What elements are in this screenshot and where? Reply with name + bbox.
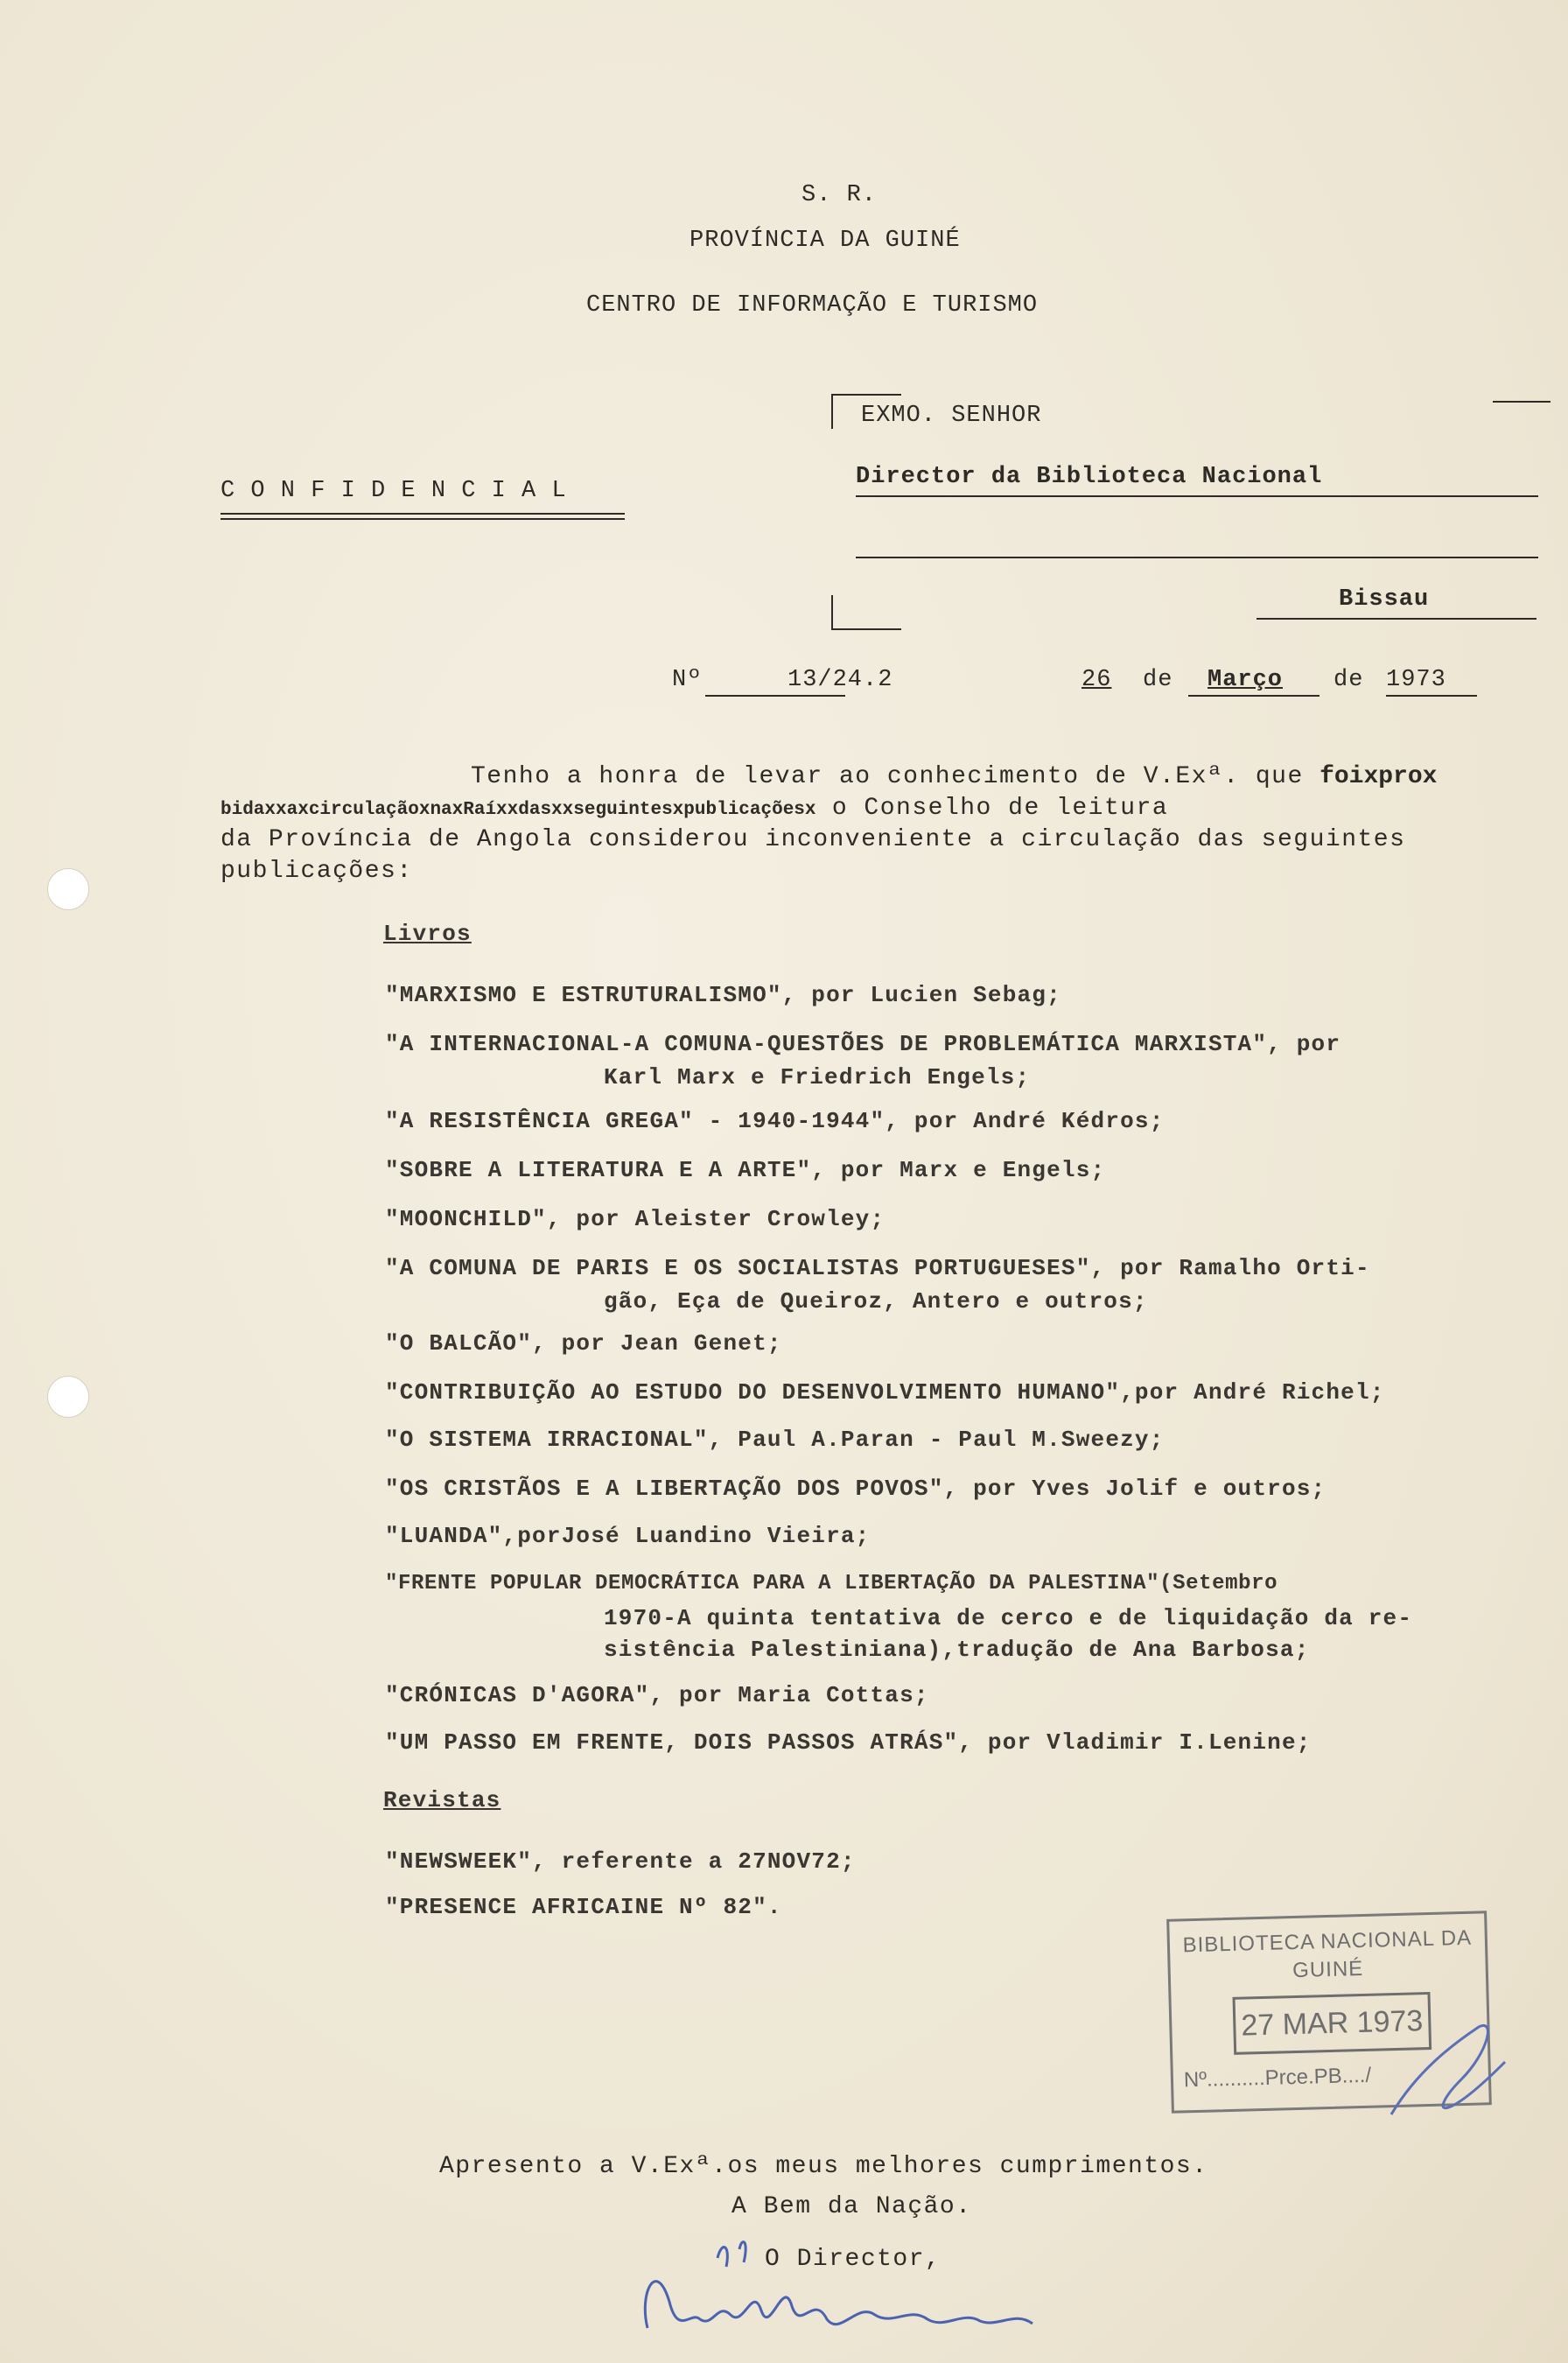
- address-rule-3: [1256, 618, 1536, 620]
- book-item: "OS CRISTÃOS E A LIBERTAÇÃO DOS POVOS", por Yves Jolif e outros;: [385, 1476, 1326, 1502]
- ref-de-2: de: [1334, 667, 1364, 693]
- ref-month: Março: [1208, 667, 1284, 693]
- ref-month-rule: [1188, 695, 1320, 697]
- stamp-date: 27 MAR 1973: [1233, 1992, 1432, 2055]
- book-item: "LUANDA",porJosé Luandino Vieira;: [385, 1523, 871, 1549]
- punch-hole-bottom: [47, 1376, 89, 1418]
- address-rule-2: [856, 557, 1538, 558]
- address-bracket-bottom-h: [831, 628, 901, 630]
- classification-sr: S. R.: [802, 182, 878, 208]
- intro-line-4: publicações:: [220, 858, 413, 885]
- intro-line-1-text: Tenho a honra de levar ao conhecimento de V.Exª. que: [471, 763, 1304, 790]
- intro-line-1-struck: foixprox: [1320, 763, 1438, 790]
- book-item: "MARXISMO E ESTRUTURALISMO", por Lucien Sebag;: [385, 982, 1061, 1008]
- confidential-underline-2: [220, 518, 625, 520]
- magazine-item: "NEWSWEEK", referente a 27NOV72;: [385, 1848, 856, 1875]
- stamp-ref: Nº..........Prce.PB..../: [1183, 2063, 1372, 2093]
- book-item: "CRÓNICAS D'AGORA", por Maria Cottas;: [385, 1682, 929, 1708]
- ref-year-rule: [1386, 695, 1477, 697]
- director-signature: [630, 2223, 1120, 2354]
- intro-line-1: [471, 763, 1437, 790]
- stamp-initials-signature: [1382, 2009, 1514, 2132]
- book-item: "FRENTE POPULAR DEMOCRÁTICA PARA A LIBERTAÇÃO DA PALESTINA"(Setembro: [385, 1572, 1278, 1595]
- magazines-heading: Revistas: [383, 1787, 501, 1813]
- book-item: "A INTERNACIONAL-A COMUNA-QUESTÕES DE PROBLEMÁTICA MARXISTA", por: [385, 1031, 1341, 1057]
- ref-number-rule: [705, 695, 845, 697]
- ref-de-1: de: [1143, 667, 1173, 693]
- intro-line-3: da Província de Angola considerou inconveniente a circulação das seguintes: [220, 826, 1406, 853]
- book-item: "O SISTEMA IRRACIONAL", Paul A.Paran - Paul M.Sweezy;: [385, 1427, 1165, 1453]
- book-item: "CONTRIBUIÇÃO AO ESTUDO DO DESENVOLVIMENTO HUMANO",por André Richel;: [385, 1379, 1385, 1406]
- province-title: PROVÍNCIA DA GUINÉ: [690, 228, 961, 254]
- confidential-underline: [220, 513, 625, 515]
- book-item-continuation: Karl Marx e Friedrich Engels;: [604, 1064, 1031, 1090]
- addressee-title: Director da Biblioteca Nacional: [856, 464, 1323, 490]
- book-item: "A COMUNA DE PARIS E OS SOCIALISTAS PORTUGUESES", por Ramalho Orti-: [385, 1255, 1370, 1281]
- centre-title: CENTRO DE INFORMAÇÃO E TURISMO: [586, 292, 1039, 319]
- book-item-continuation: sistência Palestiniana),tradução de Ana Barbosa;: [604, 1637, 1310, 1663]
- book-item: "A RESISTÊNCIA GREGA" - 1940-1944", por André Kédros;: [385, 1108, 1165, 1134]
- addressee-city: Bissau: [1339, 586, 1430, 613]
- intro-line-2-text: o Conselho de leitura: [831, 795, 1169, 822]
- ref-day: 26: [1082, 667, 1112, 693]
- address-bracket-bottom-v: [831, 595, 833, 630]
- address-rule-top-right: [1493, 401, 1550, 403]
- closing-line-3: O Director,: [765, 2246, 942, 2273]
- stamp-line-1: BIBLIOTECA NACIONAL DA: [1182, 1925, 1473, 1958]
- intro-line-2: [220, 795, 1168, 822]
- stamp-line-2: GUINÉ: [1292, 1956, 1364, 1983]
- ref-number-label: Nº: [672, 667, 703, 693]
- book-item-continuation: gão, Eça de Queiroz, Antero e outros;: [604, 1288, 1148, 1315]
- book-item-continuation: 1970-A quinta tentativa de cerco e de liquidação da re-: [604, 1605, 1413, 1631]
- address-bracket-top-v: [831, 394, 833, 429]
- intro-line-2-struck: bidaxxaxcirculaçãoxnaxRaíxxdasxxseguintesxpublicaçõesx: [220, 800, 816, 820]
- book-item: "MOONCHILD", por Aleister Crowley;: [385, 1206, 886, 1232]
- addressee-salutation: EXMO. SENHOR: [861, 403, 1042, 429]
- closing-line-1: Apresento a V.Exª.os meus melhores cumprimentos.: [439, 2153, 1208, 2180]
- book-item: "UM PASSO EM FRENTE, DOIS PASSOS ATRÁS", por Vladimir I.Lenine;: [385, 1729, 1312, 1756]
- books-heading: Livros: [383, 921, 472, 947]
- closing-line-2: A Bem da Nação.: [732, 2193, 972, 2220]
- book-item: "SOBRE A LITERATURA E A ARTE", por Marx e Engels;: [385, 1157, 1106, 1183]
- address-bracket-top-h: [831, 394, 901, 396]
- confidential-label: C O N F I D E N C I A L: [220, 478, 567, 504]
- ref-year: 1973: [1386, 667, 1446, 693]
- ref-number: 13/24.2: [788, 667, 893, 693]
- magazine-item: "PRESENCE AFRICAINE Nº 82".: [385, 1894, 782, 1920]
- book-item: "O BALCÃO", por Jean Genet;: [385, 1330, 782, 1357]
- punch-hole-top: [47, 868, 89, 910]
- address-rule-1: [856, 495, 1538, 497]
